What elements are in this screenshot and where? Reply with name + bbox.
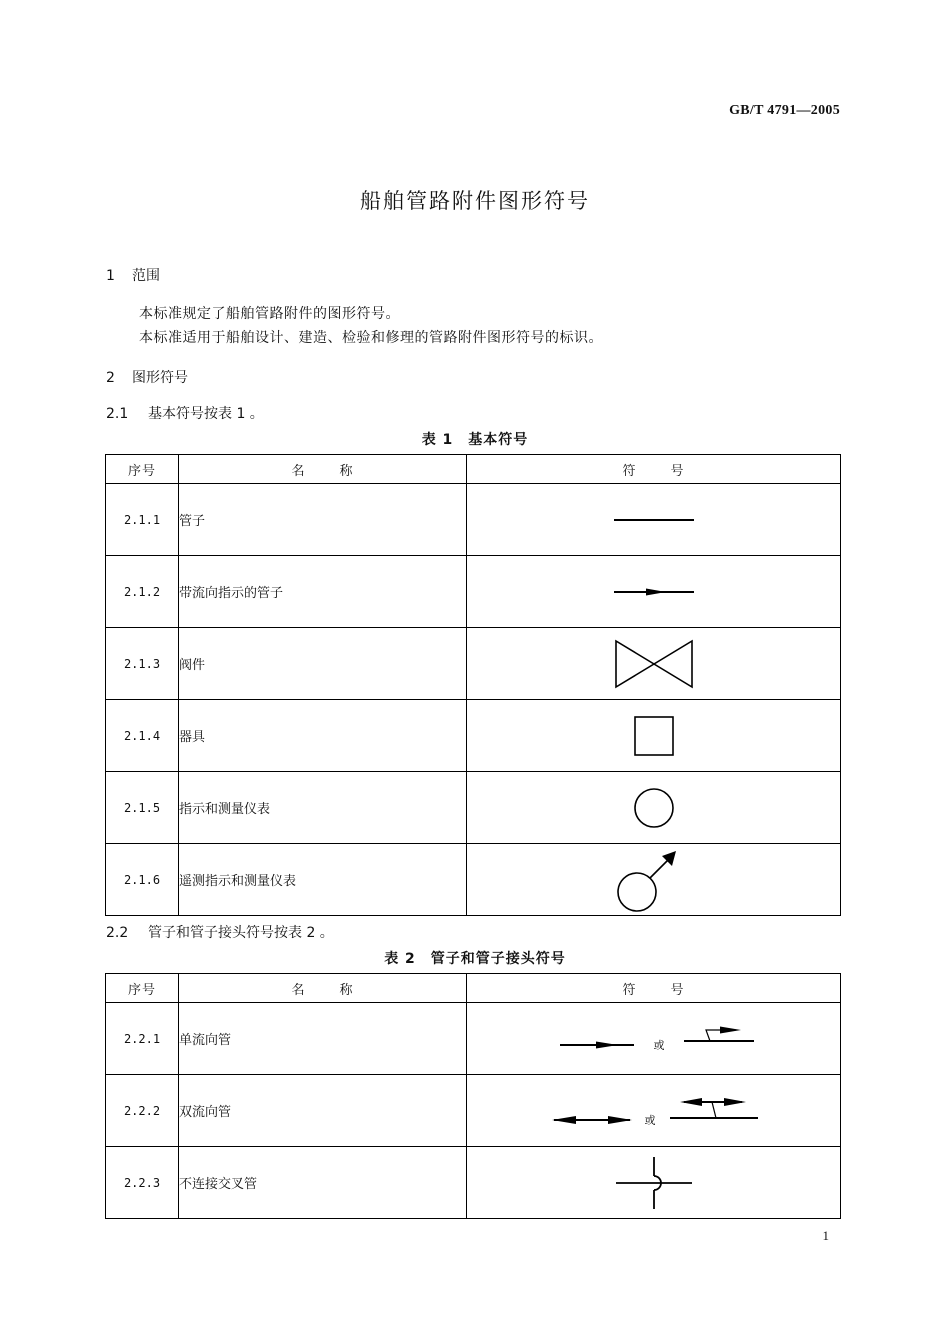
clause-2-1-text: 基本符号按表 1 。 — [148, 406, 264, 422]
or-label: 或 — [653, 1038, 664, 1052]
row-seq: 2.1.2 — [106, 556, 179, 628]
clause-2-2 — [106, 922, 334, 942]
table-row — [106, 1147, 841, 1219]
unconnected-crossing-pipe-symbol — [467, 1147, 841, 1219]
row-name: 遥测指示和测量仪表 — [179, 844, 467, 916]
row-seq: 2.2.2 — [106, 1075, 179, 1147]
or-label: 或 — [644, 1113, 655, 1127]
clause-2-2-text: 管子和管子接头符号按表 2 。 — [148, 925, 334, 941]
row-seq: 2.1.4 — [106, 700, 179, 772]
row-seq: 2.1.6 — [106, 844, 179, 916]
section-2-heading — [106, 367, 188, 387]
pipe-with-flow-arrow-symbol — [467, 556, 841, 628]
clause-2-1-number: 2.1 — [106, 406, 129, 422]
row-name: 指示和测量仪表 — [179, 772, 467, 844]
gauge-circle-symbol — [467, 772, 841, 844]
section-2-number: 2 — [106, 370, 115, 386]
table-row — [106, 484, 841, 556]
table-1-header-seq: 序号 — [106, 455, 179, 484]
row-name: 不连接交叉管 — [179, 1147, 467, 1219]
table-1-header-name: 名 称 — [179, 455, 467, 484]
row-seq: 2.2.1 — [106, 1003, 179, 1075]
table-row — [106, 1003, 841, 1075]
row-seq: 2.1.5 — [106, 772, 179, 844]
document-title: 船舶管路附件图形符号 — [360, 189, 590, 213]
table-1 — [105, 454, 841, 916]
standard-code: GB/T 4791—2005 — [729, 103, 840, 118]
row-name: 阀件 — [179, 628, 467, 700]
row-name: 单流向管 — [179, 1003, 467, 1075]
appliance-square-symbol — [467, 700, 841, 772]
table-2-header-seq: 序号 — [106, 974, 179, 1003]
section-1-number: 1 — [106, 268, 115, 284]
single-flow-pipe-symbol — [467, 1003, 841, 1075]
table-2-header-symbol: 符 号 — [467, 974, 841, 1003]
section-1-paragraph-1: 本标准规定了船舶管路附件的图形符号。 — [139, 306, 400, 322]
row-seq: 2.1.3 — [106, 628, 179, 700]
row-name: 管子 — [179, 484, 467, 556]
table-1-header-row — [106, 455, 841, 484]
section-1-paragraph-2: 本标准适用于船舶设计、建造、检验和修理的管路附件图形符号的标识。 — [139, 330, 603, 346]
table-row — [106, 628, 841, 700]
row-seq: 2.1.1 — [106, 484, 179, 556]
row-name: 双流向管 — [179, 1075, 467, 1147]
table-row — [106, 844, 841, 916]
table-2-header-row — [106, 974, 841, 1003]
clause-2-1 — [106, 403, 264, 423]
clause-2-2-number: 2.2 — [106, 925, 129, 941]
section-1-heading — [106, 265, 160, 285]
table-row — [106, 772, 841, 844]
page-number: 1 — [822, 1228, 829, 1243]
table-2-header-name: 名 称 — [179, 974, 467, 1003]
table-2 — [105, 973, 841, 1219]
double-flow-pipe-symbol — [467, 1075, 841, 1147]
table-row — [106, 556, 841, 628]
pipe-line-symbol — [467, 484, 841, 556]
table-1-header-symbol: 符 号 — [467, 455, 841, 484]
row-seq: 2.2.3 — [106, 1147, 179, 1219]
table-2-caption: 表 2 管子和管子接头符号 — [384, 951, 566, 967]
table-row — [106, 700, 841, 772]
table-row — [106, 1075, 841, 1147]
row-name: 带流向指示的管子 — [179, 556, 467, 628]
section-1-title: 范围 — [132, 268, 160, 284]
section-2-title: 图形符号 — [132, 370, 188, 386]
remote-gauge-circle-arrow-symbol — [467, 844, 841, 916]
table-1-caption: 表 1 基本符号 — [421, 432, 529, 448]
row-name: 器具 — [179, 700, 467, 772]
valve-bowtie-symbol — [467, 628, 841, 700]
